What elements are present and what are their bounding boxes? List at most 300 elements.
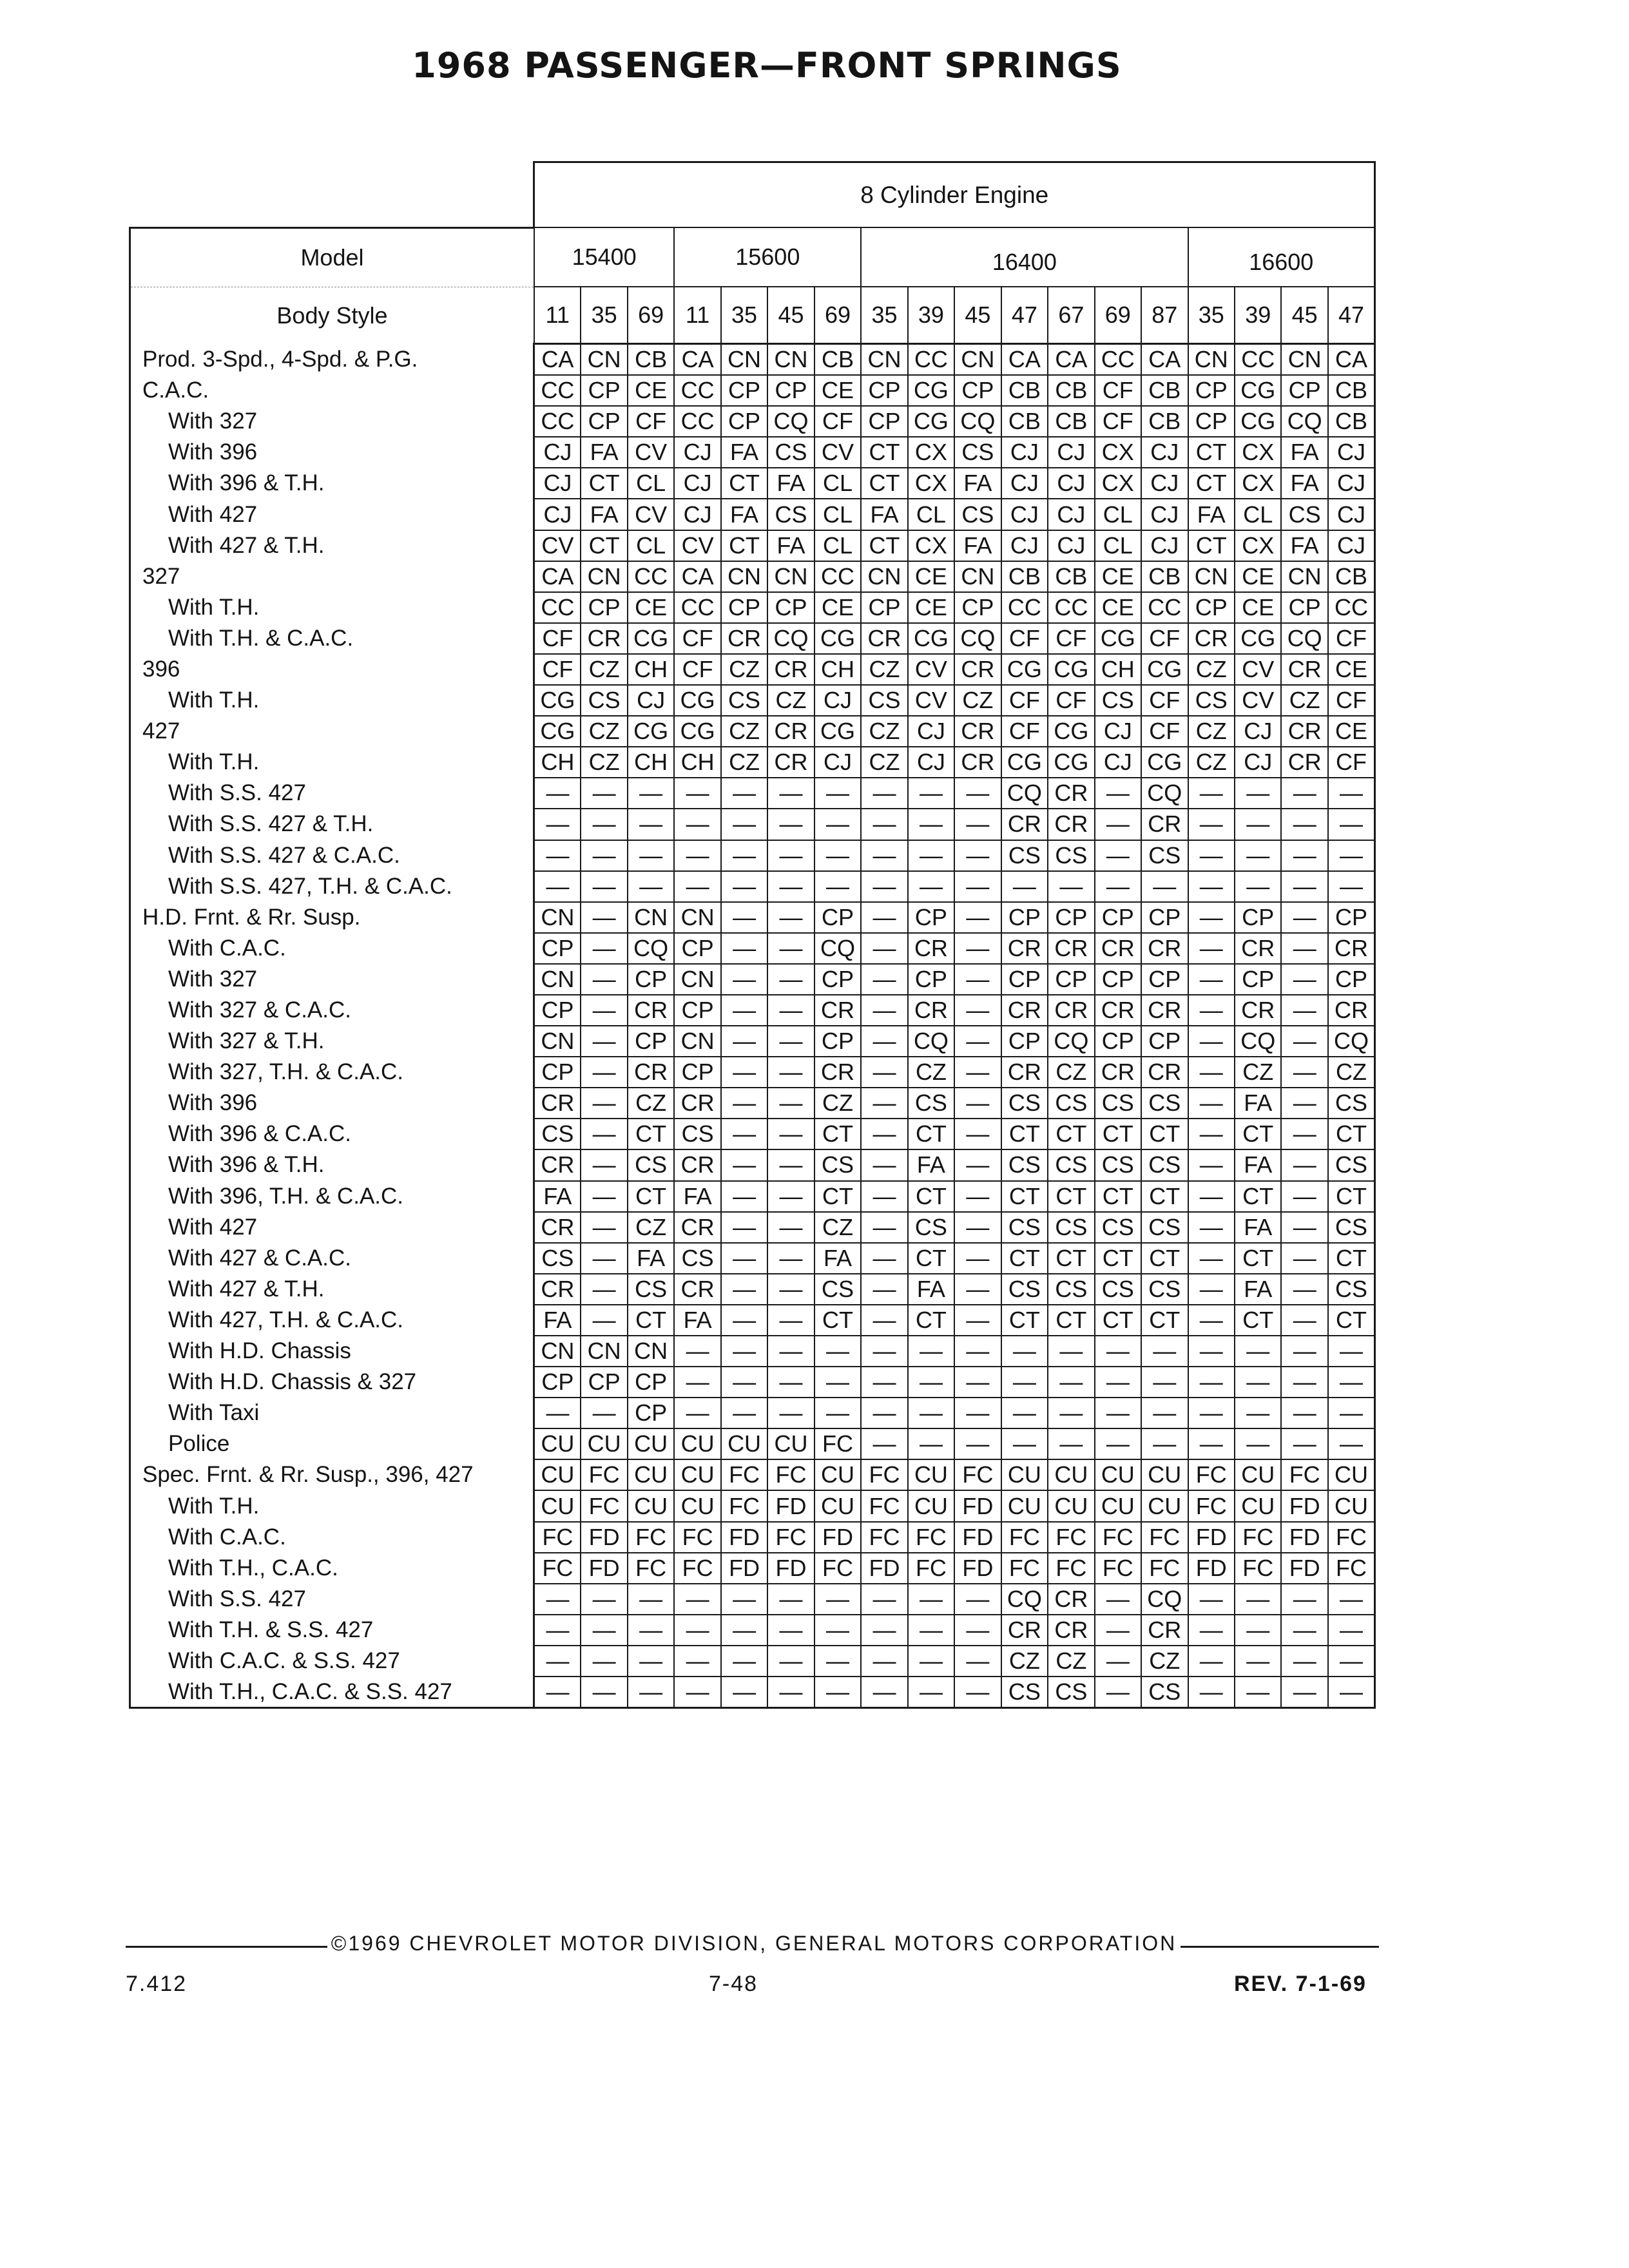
spring-code-cell: FC [1001,1522,1048,1553]
spring-code-cell: — [815,1336,861,1367]
spring-code-cell: CN [674,1026,720,1057]
spring-code-cell: — [1095,1428,1141,1459]
spring-code-cell: CR [908,933,954,964]
table-row [130,623,1375,654]
body-style-header: 35 [861,287,907,344]
spring-code-cell: CS [1141,1677,1188,1708]
table-row [130,1677,1375,1708]
spring-code-cell: CJ [1001,468,1048,499]
spring-code-cell: — [1141,1428,1188,1459]
spring-code-cell: CS [1048,1088,1094,1119]
spring-code-cell: CV [1235,654,1281,685]
spring-code-cell: CN [721,561,767,592]
copyright-notice: ©1969 CHEVROLET MOTOR DIVISION, GENERAL MOTORS CORPORATION [327,1932,1181,1955]
spring-code-cell: — [954,1212,1001,1243]
spring-code-cell: — [534,1677,581,1708]
row-label: With 327 & C.A.C. [130,995,534,1026]
spring-code-cell: — [908,1336,954,1367]
spring-code-cell: CP [1281,375,1327,406]
spring-code-cell: CP [1048,964,1094,995]
spring-code-cell: CU [674,1490,720,1521]
spring-code-cell: CR [815,1057,861,1088]
spring-code-cell: CQ [954,406,1001,437]
spring-code-cell: CZ [1328,1057,1375,1088]
row-label: With 396 & C.A.C. [130,1119,534,1149]
spring-code-cell: — [1328,1646,1375,1677]
spring-code-cell: CP [628,1026,674,1057]
spring-code-cell: CP [721,406,767,437]
spring-code-cell: — [1328,809,1375,840]
spring-code-cell: CN [1281,561,1327,592]
spring-code-cell: — [1281,809,1327,840]
table-row [130,1149,1375,1180]
spring-code-cell: CT [1048,1305,1094,1336]
spring-code-cell: — [1188,1428,1235,1459]
table-row [130,1459,1375,1490]
spring-code-cell: — [861,778,907,809]
spring-code-cell: CF [534,654,581,685]
spring-code-cell: CP [1235,964,1281,995]
spring-code-cell: CB [1328,375,1375,406]
spring-code-cell: CF [1095,375,1141,406]
model-header: 15600 [674,227,861,287]
spring-code-cell: — [767,1149,814,1180]
spring-code-cell: — [581,995,627,1026]
row-label: With 327, T.H. & C.A.C. [130,1057,534,1088]
spring-code-cell: — [908,778,954,809]
spring-code-cell: — [1328,1584,1375,1615]
spring-code-cell: — [954,840,1001,871]
spring-code-cell: FC [1235,1553,1281,1584]
spring-code-cell: CP [1188,406,1235,437]
spring-code-cell: CP [908,902,954,933]
spring-code-cell: CN [1188,561,1235,592]
spring-code-cell: CU [534,1490,581,1521]
spring-code-cell: — [908,1584,954,1615]
spring-code-cell: CG [1141,654,1188,685]
spring-code-cell: — [721,840,767,871]
spring-code-cell: CT [861,437,907,468]
spring-code-cell: — [1281,1274,1327,1305]
row-label: With T.H. [130,685,534,716]
spring-code-cell: CU [1048,1490,1094,1521]
spring-code-cell: CQ [1141,1584,1188,1615]
spring-code-cell: — [534,1615,581,1646]
row-label: With H.D. Chassis [130,1336,534,1367]
spring-code-cell: CR [954,654,1001,685]
spring-code-cell: CJ [1328,499,1375,530]
spring-code-cell: CZ [721,654,767,685]
spring-code-cell: CT [908,1305,954,1336]
spring-code-cell: CQ [1235,1026,1281,1057]
body-style-header: 11 [534,287,581,344]
spring-code-cell: CF [1048,685,1094,716]
spring-code-cell: CB [1141,406,1188,437]
spring-code-cell: CN [674,964,720,995]
spring-code-cell: CR [1048,933,1094,964]
spring-code-cell: CT [815,1119,861,1149]
spring-code-cell: CE [908,592,954,623]
spring-code-cell: FA [674,1181,720,1212]
spring-code-cell: — [1235,809,1281,840]
spring-code-cell: FC [534,1522,581,1553]
spring-code-cell: CF [1141,623,1188,654]
spring-code-cell: FC [1281,1459,1327,1490]
table-row [130,840,1375,871]
spring-code-cell: CS [1095,1149,1141,1180]
body-style-header: 45 [1281,287,1327,344]
spring-code-cell: CQ [767,623,814,654]
spring-code-cell: CU [581,1428,627,1459]
spring-code-cell: CU [628,1428,674,1459]
spring-code-cell: — [1001,1398,1048,1428]
spring-code-cell: CN [954,344,1001,376]
spring-code-cell: CR [1001,1057,1048,1088]
body-style-header: 11 [674,287,720,344]
spring-code-cell: CP [1001,964,1048,995]
spring-code-cell: CT [1001,1243,1048,1274]
spring-code-cell: — [767,1646,814,1677]
spring-code-cell: — [1281,1336,1327,1367]
spring-code-cell: FD [954,1522,1001,1553]
spring-code-cell: — [628,1677,674,1708]
spring-code-cell: CT [1328,1181,1375,1212]
spring-code-cell: CP [954,375,1001,406]
spring-code-cell: CR [1281,654,1327,685]
spring-code-cell: — [674,840,720,871]
spring-code-cell: CQ [1281,623,1327,654]
spring-code-cell: CB [1141,375,1188,406]
spring-code-cell: CR [674,1274,720,1305]
spring-code-cell: CC [908,344,954,376]
table-row [130,1490,1375,1521]
spring-code-cell: — [721,1057,767,1088]
spring-code-cell: — [954,1026,1001,1057]
spring-code-cell: FA [721,437,767,468]
spring-code-cell: CV [628,437,674,468]
spring-code-cell: CF [628,406,674,437]
spring-code-cell: CR [1328,933,1375,964]
spring-code-cell: — [721,1088,767,1119]
spring-code-cell: — [1328,778,1375,809]
spring-code-cell: — [581,1057,627,1088]
spring-code-cell: CE [908,561,954,592]
spring-code-cell: CB [1001,561,1048,592]
spring-code-cell: — [534,1398,581,1428]
spring-code-cell: CP [1095,1026,1141,1057]
spring-code-cell: — [581,1274,627,1305]
spring-code-cell: CS [861,685,907,716]
table-row [130,809,1375,840]
spring-code-cell: CL [1235,499,1281,530]
spring-code-cell: FC [581,1459,627,1490]
spring-code-cell: CP [861,406,907,437]
spring-code-cell: — [861,995,907,1026]
spring-code-cell: CJ [1001,530,1048,561]
spring-code-cell: — [628,1646,674,1677]
spring-code-cell: — [1095,1398,1141,1428]
spring-code-cell: FA [1281,468,1327,499]
spring-code-cell: CP [674,1057,720,1088]
table-row [130,964,1375,995]
spring-code-cell: CH [1095,654,1141,685]
spring-code-cell: CG [815,623,861,654]
row-label: With S.S. 427, T.H. & C.A.C. [130,871,534,902]
spring-code-cell: — [1281,1398,1327,1428]
spring-code-cell: FC [815,1553,861,1584]
spring-code-cell: CS [674,1243,720,1274]
spring-code-cell: — [1235,840,1281,871]
spring-code-cell: CP [1095,964,1141,995]
spring-code-cell: — [861,1181,907,1212]
spring-code-cell: — [628,871,674,902]
spring-code-cell: CP [1001,902,1048,933]
spring-code-cell: — [815,1398,861,1428]
spring-code-cell: — [767,1367,814,1398]
spring-code-cell: CB [815,344,861,376]
spring-code-cell: CR [1001,1615,1048,1646]
spring-code-cell: CQ [1328,1026,1375,1057]
row-label: With 396, T.H. & C.A.C. [130,1181,534,1212]
spring-code-cell: CP [534,1057,581,1088]
spring-code-cell: — [721,809,767,840]
spring-code-cell: CR [1048,778,1094,809]
spring-code-cell: CT [861,468,907,499]
spring-code-cell: CE [628,592,674,623]
spring-code-cell: FC [1048,1553,1094,1584]
spring-code-cell: CS [1048,1677,1094,1708]
spring-code-cell: CZ [1048,1646,1094,1677]
spring-code-cell: CT [1001,1305,1048,1336]
spring-code-cell: — [1188,1243,1235,1274]
row-label: With 427 & T.H. [130,1274,534,1305]
spring-code-cell: CR [1048,1615,1094,1646]
spring-code-cell: CP [721,375,767,406]
spring-code-cell: FA [815,1243,861,1274]
table-body [130,344,1375,1708]
spring-code-cell: CL [1095,499,1141,530]
spring-code-cell: CE [1328,654,1375,685]
spring-code-cell: CZ [1048,1057,1094,1088]
row-label: With 427 [130,1212,534,1243]
spring-code-cell: — [674,1646,720,1677]
spring-code-cell: FA [721,499,767,530]
spring-code-cell: — [815,1584,861,1615]
spring-code-cell: CJ [1235,716,1281,747]
spring-code-cell: FA [1188,499,1235,530]
spring-code-cell: — [1328,1336,1375,1367]
table-row [130,778,1375,809]
spring-code-cell: — [674,1615,720,1646]
spring-code-cell: — [581,1026,627,1057]
spring-code-cell: CU [815,1490,861,1521]
spring-code-cell: — [1281,1584,1327,1615]
row-label: With 327 [130,964,534,995]
spring-code-cell: — [581,1149,627,1180]
spring-code-cell: — [581,902,627,933]
spring-code-cell: — [534,809,581,840]
spring-code-cell: — [721,1584,767,1615]
spring-code-cell: CT [1095,1243,1141,1274]
spring-code-cell: — [861,1615,907,1646]
spring-code-cell: CN [628,1336,674,1367]
spring-code-cell: CP [815,964,861,995]
table-row [130,406,1375,437]
spring-code-cell: CA [1048,344,1094,376]
spring-code-cell: CT [1328,1119,1375,1149]
spring-code-cell: — [581,1584,627,1615]
spring-code-cell: CP [815,1026,861,1057]
spring-code-cell: CA [1141,344,1188,376]
spring-code-cell: CZ [861,747,907,778]
spring-code-cell: CJ [628,685,674,716]
spring-code-cell: — [721,871,767,902]
spring-code-cell: — [861,1398,907,1428]
spring-code-cell: CG [908,375,954,406]
spring-code-cell: CE [1095,592,1141,623]
spring-code-cell: CU [628,1490,674,1521]
table-row [130,375,1375,406]
spring-code-cell: FC [861,1459,907,1490]
spring-code-cell: — [674,1367,720,1398]
spring-code-cell: FA [1235,1274,1281,1305]
spring-code-cell: — [674,778,720,809]
spring-code-cell: — [721,1336,767,1367]
spring-code-cell: — [1188,809,1235,840]
spring-code-cell: — [721,1181,767,1212]
spring-code-cell: — [1281,902,1327,933]
spring-code-cell: — [1141,1367,1188,1398]
spring-code-cell: — [721,1305,767,1336]
spring-code-cell: CT [721,468,767,499]
spring-code-cell: CS [767,437,814,468]
spring-code-cell: CX [1095,437,1141,468]
spring-code-cell: CJ [1048,530,1094,561]
spring-code-cell: — [908,1398,954,1428]
spring-code-cell: — [767,1274,814,1305]
spring-code-cell: CS [1095,1274,1141,1305]
spring-code-cell: — [1235,778,1281,809]
spring-code-cell: CB [1048,406,1094,437]
spring-code-cell: — [1048,1398,1094,1428]
table-row [130,685,1375,716]
spring-code-cell: CJ [674,468,720,499]
spring-code-cell: — [581,933,627,964]
spring-code-cell: FC [861,1490,907,1521]
spring-code-cell: CC [674,406,720,437]
spring-code-cell: — [581,1181,627,1212]
spring-code-cell: CJ [534,437,581,468]
spring-code-cell: CN [861,561,907,592]
spring-code-cell: CF [1048,623,1094,654]
spring-code-cell: CZ [815,1088,861,1119]
spring-code-cell: CQ [908,1026,954,1057]
spring-code-cell: — [1188,1149,1235,1180]
spring-code-cell: — [674,809,720,840]
spring-code-cell: CT [1141,1305,1188,1336]
spring-code-cell: CV [908,685,954,716]
spring-code-cell: CR [628,1057,674,1088]
body-style-header: 69 [1095,287,1141,344]
spring-code-cell: CE [815,375,861,406]
spring-code-cell: — [674,1677,720,1708]
table-row [130,1522,1375,1553]
spring-code-cell: — [954,1615,1001,1646]
spring-code-cell: CT [1328,1305,1375,1336]
spring-code-cell: — [1188,933,1235,964]
spring-code-cell: CN [767,561,814,592]
body-style-header: 45 [767,287,814,344]
spring-code-cell: CZ [721,716,767,747]
spring-code-cell: CN [581,344,627,376]
spring-code-cell: — [1328,840,1375,871]
spring-code-cell: CP [767,592,814,623]
table-row [130,1057,1375,1088]
spring-code-cell: CH [674,747,720,778]
spring-code-cell: — [767,840,814,871]
spring-code-cell: — [815,1646,861,1677]
spring-code-cell: CS [954,499,1001,530]
spring-code-cell: — [954,1305,1001,1336]
spring-code-cell: CT [1235,1305,1281,1336]
spring-code-cell: — [954,1677,1001,1708]
row-label: With T.H. [130,747,534,778]
spring-code-cell: CJ [1001,437,1048,468]
spring-code-cell: — [767,1336,814,1367]
spring-code-cell: — [1095,1367,1141,1398]
spring-code-cell: CR [1048,995,1094,1026]
spring-code-cell: CU [674,1459,720,1490]
spring-code-cell: — [861,1336,907,1367]
table-row [130,1398,1375,1428]
spring-code-cell: CC [674,375,720,406]
spring-code-cell: CR [534,1149,581,1180]
spring-code-cell: CF [1328,623,1375,654]
spring-code-cell: CG [815,716,861,747]
spring-code-cell: — [721,1646,767,1677]
spring-code-cell: — [534,778,581,809]
spring-code-cell: FA [767,468,814,499]
header-model-row [130,227,1375,287]
spring-code-cell: — [908,1677,954,1708]
spring-code-cell: CH [815,654,861,685]
spring-code-cell: — [954,1398,1001,1428]
spring-code-cell: CR [1141,809,1188,840]
spring-code-cell: — [861,1677,907,1708]
header-corner [130,162,534,228]
spring-code-cell: — [1328,1398,1375,1428]
spring-code-cell: CR [721,623,767,654]
spring-code-cell: CR [767,747,814,778]
spring-code-cell: FA [1235,1088,1281,1119]
spring-code-cell: FA [1235,1149,1281,1180]
spring-code-cell: CC [674,592,720,623]
spring-code-cell: CC [534,375,581,406]
spring-code-cell: CP [674,933,720,964]
model-header: 16400 [861,227,1188,287]
spring-code-cell: — [1188,902,1235,933]
spring-code-cell: CP [1328,964,1375,995]
spring-code-cell: CT [1188,437,1235,468]
spring-code-cell: — [534,1584,581,1615]
spring-code-cell: — [1188,1336,1235,1367]
spring-code-cell: CT [1235,1181,1281,1212]
spring-code-cell: — [581,1212,627,1243]
row-label: With S.S. 427 [130,778,534,809]
header-body-style-row [130,287,1375,344]
spring-code-cell: FC [1095,1553,1141,1584]
spring-code-cell: — [1188,1057,1235,1088]
